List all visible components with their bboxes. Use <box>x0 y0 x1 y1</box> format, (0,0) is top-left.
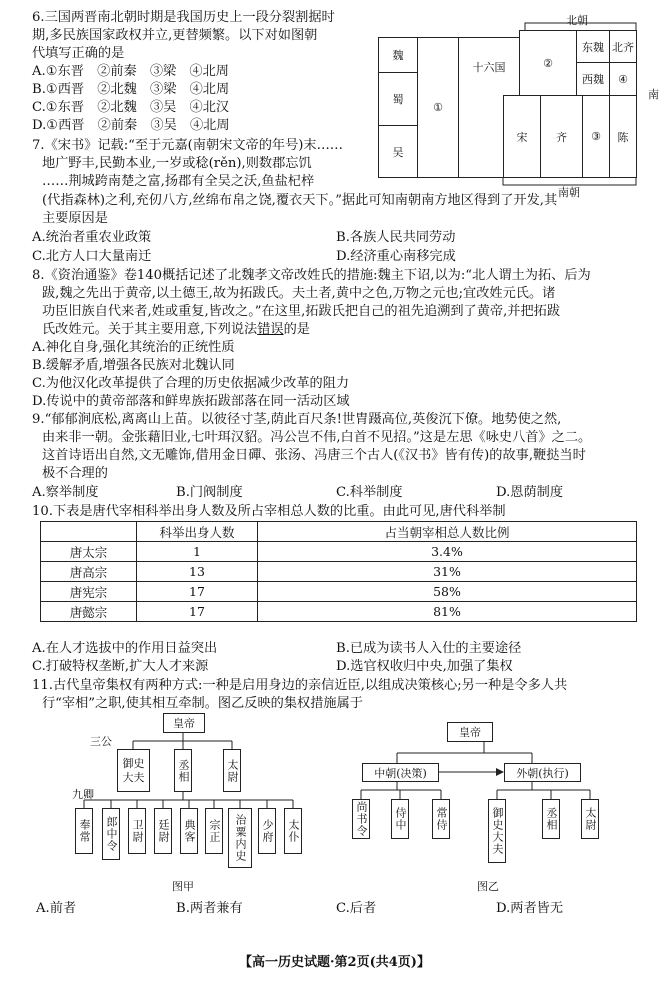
q7-option-c: C.北方人口大量南迁 <box>32 249 152 264</box>
fig-b-inner-item: 常侍 <box>432 799 450 839</box>
fig-b-inner-item: 侍中 <box>391 799 409 839</box>
table-cell: 3.4% <box>258 542 637 562</box>
q7-line-3: ……荆城跨南楚之富,扬郡有全吴之沃,鱼盐杞梓 <box>42 174 315 189</box>
map-cell-wei: 魏 <box>378 37 418 73</box>
map-cell-beiqi: 北齐 <box>609 30 637 63</box>
q6-option-b: B.①西晋 ②北魏 ③梁 ④北周 <box>32 82 230 97</box>
q6-option-d: D.①西晋 ②前秦 ③吴 ④北周 <box>32 118 230 133</box>
q9-option-a: A.察举制度 <box>32 485 99 500</box>
q11-option-d: D.两者皆无 <box>496 901 564 916</box>
map-right-label: 南 <box>648 88 659 101</box>
fig-a-jiuqing-label: 九卿 <box>72 788 94 801</box>
q8-line-4-text: 氏改姓元。关于其主要用意,下列说法 <box>42 322 258 337</box>
q10-option-b: B.已成为读书人入仕的主要途径 <box>336 641 522 656</box>
fig-a-minister: 郎中令 <box>102 808 120 860</box>
fig-b-outer-item: 太尉 <box>581 799 599 839</box>
table-cell: 17 <box>137 602 258 622</box>
q9-line-3: 这首诗语出自然,文无雕饰,借用金日磾、张汤、冯唐三个古人(《汉书》皆有传)的故事,鞭挞当时 <box>42 448 586 463</box>
q6-option-a: A.①东晋 ②前秦 ③梁 ④北周 <box>32 64 229 79</box>
map-cell-shu: 蜀 <box>378 72 418 126</box>
q6-stem-3: 代填写正确的是 <box>32 46 125 61</box>
fig-b-caption: 图乙 <box>477 880 499 893</box>
q8-line-2: 跋,魏之先出于黄帝,以土德王,故为拓跋氏。夫土者,黄中之色,万物之元也;宜改姓元氏。诸 <box>42 286 556 301</box>
fig-a-minister: 宗正 <box>205 808 223 854</box>
q7-line-4: (代指森林)之利,充仞八方,丝绵布帛之饶,覆衣天下。”据此可知南朝南方地区得到了开发,其 <box>42 193 558 208</box>
q6-stem-2: 期,多民族国家政权并立,更替频繁。以下对如图朝 <box>32 28 318 43</box>
map-cell-wu: 吴 <box>378 125 418 178</box>
fig-a-minister: 奉常 <box>75 808 93 854</box>
table-cell: 唐高宗 <box>41 562 137 582</box>
q7-option-a: A.统治者重农业政策 <box>32 230 152 245</box>
q10-option-c: C.打破特权垄断,扩大人才来源 <box>32 659 209 674</box>
map-cell-1: ① <box>417 37 459 178</box>
q8-line-3: 功臣旧族自代来者,姓或重复,皆改之。”在这里,拓跋氏把自己的祖先追溯到了黄帝,并把拓跋 <box>42 304 561 319</box>
q11-option-b: B.两者兼有 <box>176 901 243 916</box>
fig-b-outer-item: 御史大夫 <box>488 799 506 863</box>
fig-b-outer-item: 丞相 <box>542 799 560 839</box>
fig-a-emperor: 皇帝 <box>163 713 205 733</box>
q7-option-b: B.各族人民共同劳动 <box>336 230 456 245</box>
fig-a-minister: 廷尉 <box>154 808 172 854</box>
fig-a-taiwei: 太尉 <box>223 749 241 792</box>
q7-option-d: D.经济重心南移完成 <box>336 249 456 264</box>
fig-a-minister: 治粟内史 <box>228 808 252 868</box>
q6-option-c: C.①东晋 ②北魏 ③吴 ④北汉 <box>32 100 230 115</box>
q7-line-5: 主要原因是 <box>42 211 108 226</box>
q9-option-d: D.恩荫制度 <box>496 485 564 500</box>
q8-line-1: 8.《资治通鉴》卷140概括记述了北魏孝文帝改姓氏的措施:魏主下诏,以为:“北人谓土为拓、后为 <box>32 268 591 283</box>
q10-option-a: A.在人才选拔中的作用日益突出 <box>32 641 218 656</box>
table-cell: 唐太宗 <box>41 542 137 562</box>
q11-line-1: 11.古代皇帝集权有两种方式:一种是启用身边的亲信近臣,以组成决策核心;另一种是令多人共 <box>32 678 568 693</box>
fig-b-outer-court: 外朝(执行) <box>504 763 581 782</box>
q9-option-c: C.科举制度 <box>336 485 403 500</box>
fig-a-minister: 少府 <box>258 808 276 854</box>
fig-a-caption: 图甲 <box>172 880 194 893</box>
table-cell: 81% <box>258 602 637 622</box>
q9-line-2: 由来非一朝。金张藉旧业,七叶珥汉貂。冯公岂不伟,白首不见招。”这是左思《咏史八首》之二。 <box>42 430 592 445</box>
q9-option-b: B.门阀制度 <box>176 485 243 500</box>
q11-option-c: C.后者 <box>336 901 377 916</box>
q10-stem: 10.下表是唐代宰相科举出身人数及所占宰相总人数的比重。由此可见,唐代科举制 <box>32 504 506 519</box>
fig-b-inner-item: 尚书令 <box>352 799 370 839</box>
page-footer: 【高一历史试题·第2页(共4页)】 <box>239 955 430 970</box>
q9-line-4: 极不合理的 <box>42 466 108 481</box>
map-cell-2: ② <box>519 30 577 96</box>
q7-line-1: 7.《宋书》记载:“至于元嘉(南朝宋文帝的年号)末…… <box>32 138 343 153</box>
table-cell: 1 <box>137 542 258 562</box>
q8-option-a: A.神化自身,强化其统治的正统性质 <box>32 340 235 355</box>
fig-a-minister: 太仆 <box>284 808 302 854</box>
q8-line-4-tail: 的是 <box>283 322 310 337</box>
table-cell: 58% <box>258 582 637 602</box>
fig-a-minister: 典客 <box>180 808 198 854</box>
map-cell-song: 宋 <box>503 95 541 178</box>
fig-b-inner-court: 中朝(决策) <box>362 763 439 782</box>
q7-line-2: 地广野丰,民勤本业,一岁或稔(rěn),则数郡忘饥 <box>42 156 312 171</box>
map-cell-dongwei: 东魏 <box>576 30 610 63</box>
map-cell-4: ④ <box>609 62 637 96</box>
q8-emphasis: 错误 <box>257 322 284 337</box>
q10-option-d: D.选官权收归中央,加强了集权 <box>336 659 513 674</box>
map-south-label: 南朝 <box>558 186 580 199</box>
fig-b-emperor: 皇帝 <box>447 722 493 742</box>
q8-option-c: C.为他汉化改革提供了合理的历史依据减少改革的阻力 <box>32 376 350 391</box>
table-cell: 31% <box>258 562 637 582</box>
map-cell-qi: 齐 <box>540 95 583 178</box>
q11-option-a: A.前者 <box>36 901 77 916</box>
table-cell: 17 <box>137 582 258 602</box>
table-header-cell: 科举出身人数 <box>137 522 258 542</box>
q8-option-b: B.缓解矛盾,增强各民族对北魏认同 <box>32 358 235 373</box>
fig-a-minister: 卫尉 <box>128 808 146 854</box>
map-cell-sixteen-kingdoms: 十六国 <box>458 37 520 96</box>
map-north-label: 北朝 <box>566 14 588 27</box>
q6-stem-1: 6.三国两晋南北朝时期是我国历史上一段分裂割据时 <box>32 10 335 25</box>
table-cell: 唐懿宗 <box>41 602 137 622</box>
table-cell: 13 <box>137 562 258 582</box>
q9-line-1: 9.“郁郁涧底松,离离山上苗。以彼径寸茎,荫此百尺条!世胄蹑高位,英俊沉下僚。地势使之然, <box>32 412 562 427</box>
fig-a-sangong-label: 三公 <box>90 735 112 748</box>
q8-option-d: D.传说中的黄帝部落和鲜卑族拓跋部落在同一活动区域 <box>32 394 350 409</box>
table-cell: 唐宪宗 <box>41 582 137 602</box>
map-cell-3: ③ <box>582 95 610 178</box>
map-cell-chen: 陈 <box>609 95 637 178</box>
fig-a-yushi: 御史大夫 <box>117 749 150 792</box>
table-header-cell: 占当朝宰相总人数比例 <box>258 522 637 542</box>
map-cell-xiwei: 西魏 <box>576 62 610 96</box>
fig-a-chengxiang: 丞相 <box>174 749 192 792</box>
q11-line-2: 行“宰相”之职,使其相互牵制。图乙反映的集权措施属于 <box>42 696 363 711</box>
